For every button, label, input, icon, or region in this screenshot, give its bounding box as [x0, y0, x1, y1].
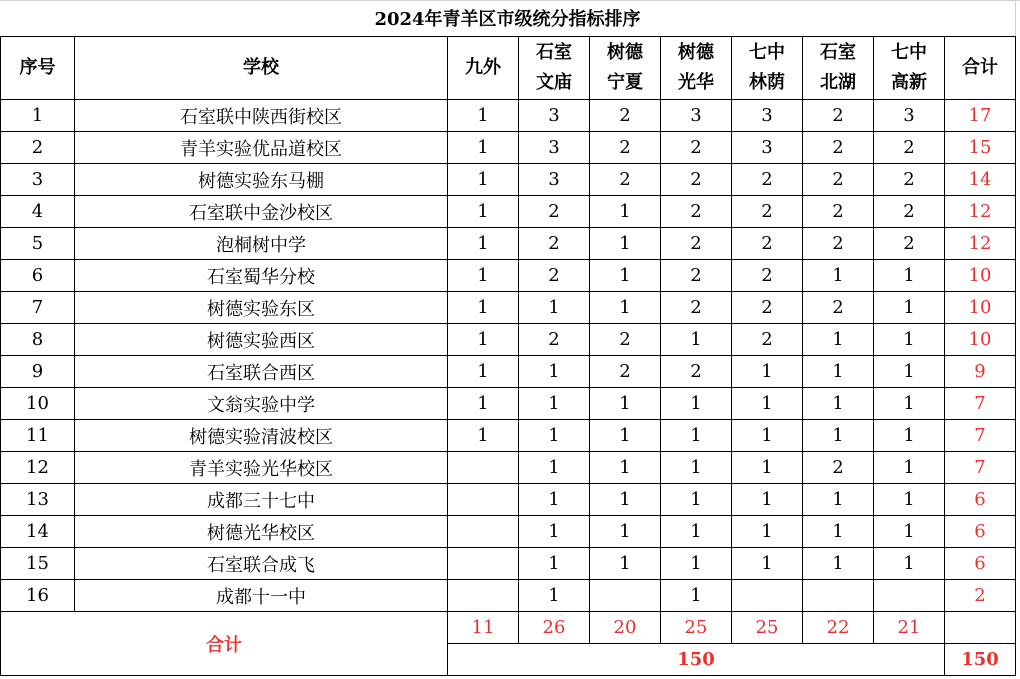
quota-cell[interactable]: 2 [661, 292, 732, 324]
row-total-cell[interactable]: 9 [945, 356, 1016, 388]
quota-cell[interactable]: 2 [803, 228, 874, 260]
sheet-title[interactable]: 2024年青羊区市级统分指标排序 [0, 0, 1015, 37]
quota-cell[interactable]: 1 [874, 260, 945, 292]
table-row [1, 420, 1016, 452]
quota-cell[interactable]: 2 [590, 100, 661, 132]
quota-cell[interactable]: 2 [519, 228, 590, 260]
quota-cell[interactable]: 1 [519, 388, 590, 420]
quota-cell[interactable]: 1 [519, 292, 590, 324]
quota-cell[interactable]: 1 [874, 484, 945, 516]
school-name-cell[interactable]: 文翁实验中学 [75, 388, 448, 420]
quota-cell[interactable]: 1 [448, 356, 519, 388]
school-name-cell[interactable]: 泡桐树中学 [75, 228, 448, 260]
header-col[interactable] [732, 37, 803, 100]
quota-cell[interactable]: 2 [803, 132, 874, 164]
quota-cell[interactable]: 1 [732, 388, 803, 420]
table-row [1, 228, 1016, 260]
table-row [1, 260, 1016, 292]
table-row [1, 292, 1016, 324]
quota-cell[interactable]: 2 [661, 132, 732, 164]
row-index-cell[interactable]: 4 [1, 196, 75, 228]
school-name-cell[interactable]: 石室联中金沙校区 [75, 196, 448, 228]
row-index-cell[interactable]: 1 [1, 100, 75, 132]
quota-cell[interactable]: 3 [519, 100, 590, 132]
quota-cell[interactable]: 1 [661, 580, 732, 612]
row-total-cell[interactable]: 12 [945, 196, 1016, 228]
row-index-cell[interactable]: 8 [1, 324, 75, 356]
quota-cell[interactable]: 1 [448, 228, 519, 260]
quota-cell[interactable]: 1 [590, 548, 661, 580]
quota-cell[interactable]: 3 [661, 100, 732, 132]
quota-cell[interactable]: 1 [874, 516, 945, 548]
quota-cell[interactable]: 1 [590, 516, 661, 548]
row-index-cell[interactable]: 10 [1, 388, 75, 420]
school-name-cell[interactable]: 树德实验西区 [75, 324, 448, 356]
quota-cell[interactable]: 2 [661, 164, 732, 196]
quota-cell[interactable]: 2 [874, 132, 945, 164]
quota-cell[interactable] [803, 580, 874, 612]
quota-cell[interactable]: 1 [803, 420, 874, 452]
quota-cell[interactable]: 1 [448, 324, 519, 356]
quota-cell[interactable]: 1 [590, 196, 661, 228]
quota-cell[interactable]: 2 [803, 292, 874, 324]
header-school[interactable]: 学校 [75, 37, 448, 100]
header-col[interactable] [590, 37, 661, 100]
quota-cell[interactable]: 3 [732, 100, 803, 132]
empty-cell[interactable] [945, 612, 1016, 644]
header-col[interactable] [874, 37, 945, 100]
quota-cell[interactable]: 1 [448, 196, 519, 228]
school-name-cell[interactable]: 石室联合西区 [75, 356, 448, 388]
header-row [1, 37, 1016, 100]
quota-cell[interactable]: 1 [448, 420, 519, 452]
table-row [1, 484, 1016, 516]
quota-cell[interactable] [874, 580, 945, 612]
row-total-cell[interactable]: 15 [945, 132, 1016, 164]
quota-cell[interactable] [448, 452, 519, 484]
table-row [1, 452, 1016, 484]
ranking-table [0, 36, 1016, 676]
quota-cell[interactable]: 2 [661, 260, 732, 292]
quota-cell[interactable]: 3 [732, 132, 803, 164]
quota-cell[interactable]: 1 [448, 164, 519, 196]
header-line1: 石室 [820, 42, 856, 63]
header-line1: 七中 [891, 42, 927, 63]
quota-cell[interactable]: 2 [732, 228, 803, 260]
quota-cell[interactable]: 1 [661, 516, 732, 548]
school-name-cell[interactable]: 成都十一中 [75, 580, 448, 612]
summary-row [1, 612, 1016, 644]
row-index-cell[interactable]: 6 [1, 260, 75, 292]
table-row [1, 132, 1016, 164]
school-name-cell[interactable]: 树德光华校区 [75, 516, 448, 548]
quota-cell[interactable]: 2 [732, 292, 803, 324]
quota-cell[interactable]: 1 [874, 548, 945, 580]
quota-cell[interactable]: 1 [661, 484, 732, 516]
quota-cell[interactable]: 2 [803, 100, 874, 132]
quota-cell[interactable]: 2 [874, 164, 945, 196]
column-total-cell[interactable]: 11 [448, 612, 519, 644]
quota-cell[interactable]: 1 [590, 420, 661, 452]
quota-cell[interactable]: 1 [590, 260, 661, 292]
quota-cell[interactable]: 1 [590, 228, 661, 260]
row-total-cell[interactable]: 10 [945, 292, 1016, 324]
quota-cell[interactable]: 2 [874, 196, 945, 228]
quota-cell[interactable]: 2 [661, 356, 732, 388]
summary-label[interactable]: 合计 [1, 612, 448, 676]
header-line1: 九外 [465, 57, 501, 78]
quota-cell[interactable]: 1 [519, 484, 590, 516]
header-line2: 北湖 [820, 72, 856, 93]
column-total-cell[interactable]: 26 [519, 612, 590, 644]
header-line2: 光华 [678, 72, 714, 93]
header-total[interactable]: 合计 [945, 37, 1016, 100]
row-total-cell[interactable]: 6 [945, 484, 1016, 516]
quota-cell[interactable]: 1 [732, 420, 803, 452]
header-col[interactable] [448, 37, 519, 100]
quota-cell[interactable]: 2 [590, 324, 661, 356]
quota-cell[interactable]: 1 [803, 516, 874, 548]
row-total-cell[interactable]: 10 [945, 260, 1016, 292]
quota-cell[interactable]: 2 [661, 196, 732, 228]
quota-cell[interactable]: 1 [874, 324, 945, 356]
quota-cell[interactable]: 3 [874, 100, 945, 132]
header-line2: 高新 [891, 72, 927, 93]
quota-cell[interactable]: 1 [519, 356, 590, 388]
quota-cell[interactable]: 1 [803, 260, 874, 292]
quota-cell[interactable]: 1 [661, 420, 732, 452]
school-name-cell[interactable]: 树德实验清波校区 [75, 420, 448, 452]
quota-cell[interactable]: 1 [732, 484, 803, 516]
school-name-cell[interactable]: 石室蜀华分校 [75, 260, 448, 292]
quota-cell[interactable]: 2 [803, 196, 874, 228]
column-total-cell[interactable]: 21 [874, 612, 945, 644]
table-row [1, 356, 1016, 388]
row-index-cell[interactable]: 15 [1, 548, 75, 580]
quota-cell[interactable]: 1 [732, 516, 803, 548]
quota-cell[interactable]: 1 [803, 388, 874, 420]
quota-cell[interactable]: 2 [590, 132, 661, 164]
gridline [1015, 0, 1016, 36]
quota-cell[interactable]: 2 [519, 324, 590, 356]
row-total-cell[interactable]: 12 [945, 228, 1016, 260]
quota-cell[interactable]: 1 [661, 324, 732, 356]
quota-cell[interactable] [448, 484, 519, 516]
row-index-cell[interactable]: 12 [1, 452, 75, 484]
quota-cell[interactable]: 3 [519, 132, 590, 164]
table-row [1, 580, 1016, 612]
grand-total-merged-cell[interactable]: 150 [448, 644, 945, 676]
row-index-cell[interactable]: 9 [1, 356, 75, 388]
quota-cell[interactable]: 2 [874, 228, 945, 260]
quota-cell[interactable]: 1 [732, 548, 803, 580]
quota-cell[interactable]: 1 [590, 388, 661, 420]
quota-cell[interactable]: 2 [590, 164, 661, 196]
quota-cell[interactable]: 1 [448, 132, 519, 164]
quota-cell[interactable]: 2 [732, 260, 803, 292]
quota-cell[interactable]: 3 [519, 164, 590, 196]
quota-cell[interactable] [590, 580, 661, 612]
column-total-cell[interactable]: 20 [590, 612, 661, 644]
quota-cell[interactable]: 1 [519, 580, 590, 612]
quota-cell[interactable]: 1 [448, 292, 519, 324]
row-total-cell[interactable]: 6 [945, 548, 1016, 580]
header-line2: 文庙 [536, 72, 572, 93]
quota-cell[interactable]: 1 [448, 100, 519, 132]
column-total-cell[interactable]: 25 [732, 612, 803, 644]
column-total-cell[interactable]: 25 [661, 612, 732, 644]
table-row [1, 548, 1016, 580]
table-row [1, 196, 1016, 228]
school-name-cell[interactable]: 树德实验东区 [75, 292, 448, 324]
quota-cell[interactable]: 1 [590, 484, 661, 516]
quota-cell[interactable]: 2 [590, 356, 661, 388]
quota-cell[interactable]: 1 [661, 452, 732, 484]
quota-cell[interactable] [732, 580, 803, 612]
table-row [1, 388, 1016, 420]
row-index-cell[interactable]: 2 [1, 132, 75, 164]
header-line2: 林荫 [749, 72, 785, 93]
row-index-cell[interactable]: 7 [1, 292, 75, 324]
quota-cell[interactable]: 1 [519, 452, 590, 484]
quota-cell[interactable]: 2 [661, 228, 732, 260]
quota-cell[interactable] [448, 548, 519, 580]
quota-cell[interactable]: 2 [519, 260, 590, 292]
row-total-cell[interactable]: 7 [945, 452, 1016, 484]
quota-cell[interactable]: 1 [448, 260, 519, 292]
quota-cell[interactable] [448, 516, 519, 548]
quota-cell[interactable]: 1 [661, 388, 732, 420]
row-total-cell[interactable]: 2 [945, 580, 1016, 612]
quota-cell[interactable]: 2 [732, 164, 803, 196]
column-total-cell[interactable]: 22 [803, 612, 874, 644]
row-total-cell[interactable]: 7 [945, 420, 1016, 452]
quota-cell[interactable]: 2 [732, 196, 803, 228]
row-total-cell[interactable]: 7 [945, 388, 1016, 420]
quota-cell[interactable]: 1 [874, 420, 945, 452]
quota-cell[interactable]: 1 [661, 548, 732, 580]
quota-cell[interactable]: 2 [732, 324, 803, 356]
school-name-cell[interactable]: 青羊实验优品道校区 [75, 132, 448, 164]
header-line1: 石室 [536, 42, 572, 63]
header-line2: 宁夏 [607, 72, 643, 93]
row-index-cell[interactable]: 5 [1, 228, 75, 260]
school-name-cell[interactable]: 青羊实验光华校区 [75, 452, 448, 484]
school-name-cell[interactable]: 石室联合成飞 [75, 548, 448, 580]
quota-cell[interactable]: 2 [519, 196, 590, 228]
quota-cell[interactable] [448, 580, 519, 612]
row-index-cell[interactable]: 13 [1, 484, 75, 516]
quota-cell[interactable]: 2 [803, 452, 874, 484]
quota-cell[interactable]: 1 [590, 292, 661, 324]
header-index[interactable]: 序号 [1, 37, 75, 100]
row-index-cell[interactable]: 16 [1, 580, 75, 612]
quota-cell[interactable]: 1 [803, 548, 874, 580]
quota-cell[interactable]: 1 [590, 452, 661, 484]
quota-cell[interactable]: 1 [803, 356, 874, 388]
header-col[interactable] [661, 37, 732, 100]
school-name-cell[interactable]: 树德实验东马棚 [75, 164, 448, 196]
row-total-cell[interactable]: 6 [945, 516, 1016, 548]
row-total-cell[interactable]: 17 [945, 100, 1016, 132]
school-name-cell[interactable]: 成都三十七中 [75, 484, 448, 516]
header-line1: 树德 [607, 42, 643, 63]
table-row [1, 516, 1016, 548]
header-line1: 树德 [678, 42, 714, 63]
quota-cell[interactable]: 2 [803, 164, 874, 196]
quota-cell[interactable]: 1 [519, 516, 590, 548]
quota-cell[interactable]: 1 [803, 484, 874, 516]
quota-cell[interactable]: 1 [803, 324, 874, 356]
quota-cell[interactable]: 1 [519, 548, 590, 580]
header-line1: 七中 [749, 42, 785, 63]
row-index-cell[interactable]: 14 [1, 516, 75, 548]
row-total-cell[interactable]: 10 [945, 324, 1016, 356]
quota-cell[interactable]: 1 [874, 452, 945, 484]
quota-cell[interactable]: 1 [874, 292, 945, 324]
table-row [1, 100, 1016, 132]
school-name-cell[interactable]: 石室联中陕西街校区 [75, 100, 448, 132]
quota-cell[interactable]: 1 [732, 356, 803, 388]
row-index-cell[interactable]: 11 [1, 420, 75, 452]
quota-cell[interactable]: 1 [874, 356, 945, 388]
grand-total-cell[interactable]: 150 [945, 644, 1016, 676]
quota-cell[interactable]: 1 [874, 388, 945, 420]
row-total-cell[interactable]: 14 [945, 164, 1016, 196]
quota-cell[interactable]: 1 [448, 388, 519, 420]
header-col[interactable] [803, 37, 874, 100]
row-index-cell[interactable]: 3 [1, 164, 75, 196]
header-col[interactable] [519, 37, 590, 100]
table-row [1, 324, 1016, 356]
table-row [1, 164, 1016, 196]
quota-cell[interactable]: 1 [732, 452, 803, 484]
quota-cell[interactable]: 1 [519, 420, 590, 452]
